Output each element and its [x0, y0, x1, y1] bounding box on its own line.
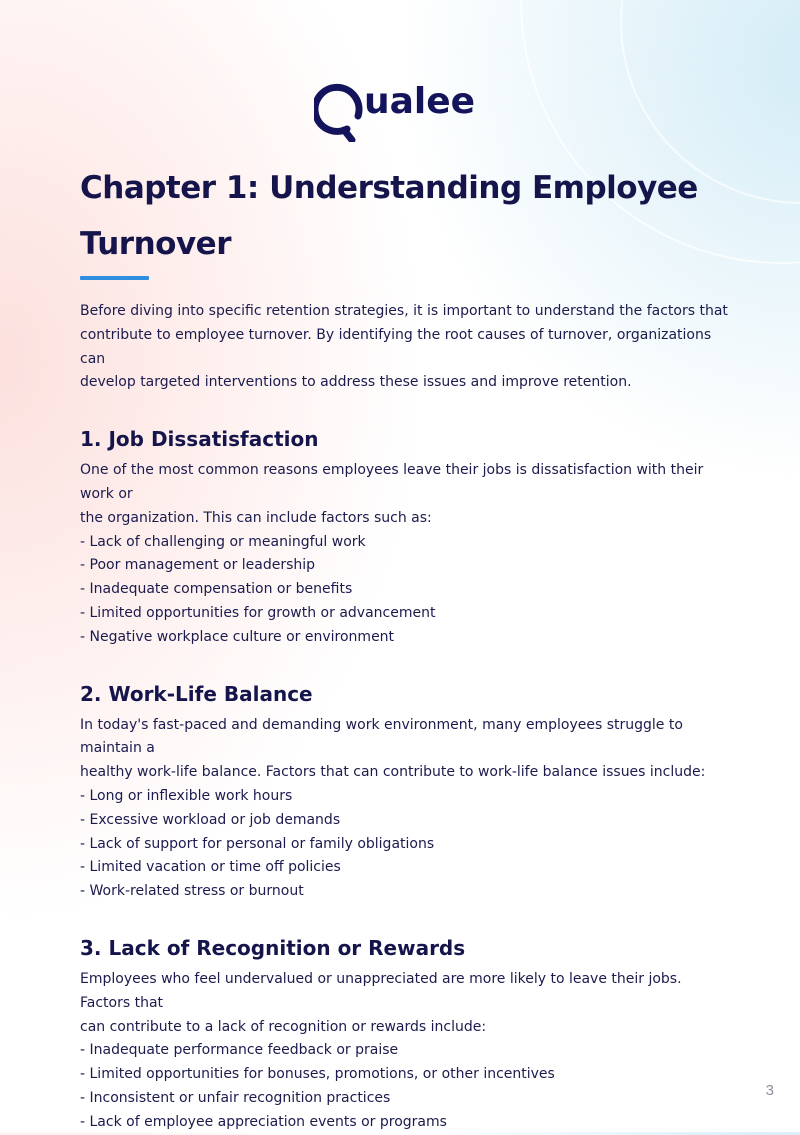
section-heading: 3. Lack of Recognition or Rewards	[80, 935, 466, 960]
list-item: - Negative workplace culture or environment	[80, 628, 395, 645]
list-item: - Limited opportunities for bonuses, promotions, or other incentives	[80, 1066, 555, 1083]
paragraph-line: One of the most common reasons employees leave their jobs is dissatisfaction with their work or	[80, 462, 704, 502]
chapter-content	[80, 160, 730, 1135]
qualee-logo	[314, 78, 490, 142]
list-item: - Inadequate performance feedback or praise	[80, 1042, 399, 1059]
section-lack-of-recognition	[80, 932, 730, 1135]
list-item: - Lack of challenging or meaningful work	[80, 533, 366, 550]
page-number: 3	[765, 1082, 774, 1099]
intro-paragraph	[80, 300, 730, 395]
list-item: - Poor management or leadership	[80, 557, 316, 574]
list-item: - Long or inflexible work hours	[80, 787, 293, 804]
list-item: - Work-related stress or burnout	[80, 883, 304, 900]
title-underline	[80, 276, 149, 280]
list-item: - Inadequate compensation or benefits	[80, 581, 353, 598]
chapter-title	[80, 160, 730, 272]
paragraph-line: the organization. This can include factors such as:	[80, 509, 432, 526]
section-job-dissatisfaction	[80, 423, 730, 649]
list-item: - Limited vacation or time off policies	[80, 859, 341, 876]
chapter-title-line-2: Turnover	[80, 226, 231, 262]
list-item: - Inconsistent or unfair recognition practices	[80, 1089, 391, 1106]
paragraph-line: develop targeted interventions to address these issues and improve retention.	[80, 374, 632, 391]
paragraph-line: healthy work-life balance. Factors that can contribute to work-life balance issues include:	[80, 764, 706, 781]
list-item: - Limited opportunities for growth or advancement	[80, 604, 436, 621]
list-item: - Excessive workload or job demands	[80, 811, 341, 828]
paragraph-line: In today's fast-paced and demanding work environment, many employees struggle to maintain a	[80, 716, 683, 757]
chapter-title-line-1: Chapter 1: Understanding Employee	[80, 170, 698, 206]
list-item: - Lack of employee appreciation events or programs	[80, 1113, 447, 1130]
logo-wordmark: ualee	[364, 81, 476, 122]
paragraph-line: can contribute to a lack of recognition or rewards include:	[80, 1018, 487, 1035]
section-work-life-balance	[80, 678, 730, 904]
list-item: - Lack of support for personal or family obligations	[80, 835, 435, 852]
section-heading: 2. Work-Life Balance	[80, 681, 313, 706]
paragraph-line: Before diving into specific retention strategies, it is important to understand the factors that	[80, 303, 728, 319]
paragraph-line: Employees who feel undervalued or unappreciated are more likely to leave their jobs. Factors that	[80, 970, 682, 1011]
paragraph-line: contribute to employee turnover. By identifying the root causes of turnover, organizations can	[80, 326, 712, 367]
section-heading: 1. Job Dissatisfaction	[80, 427, 319, 452]
